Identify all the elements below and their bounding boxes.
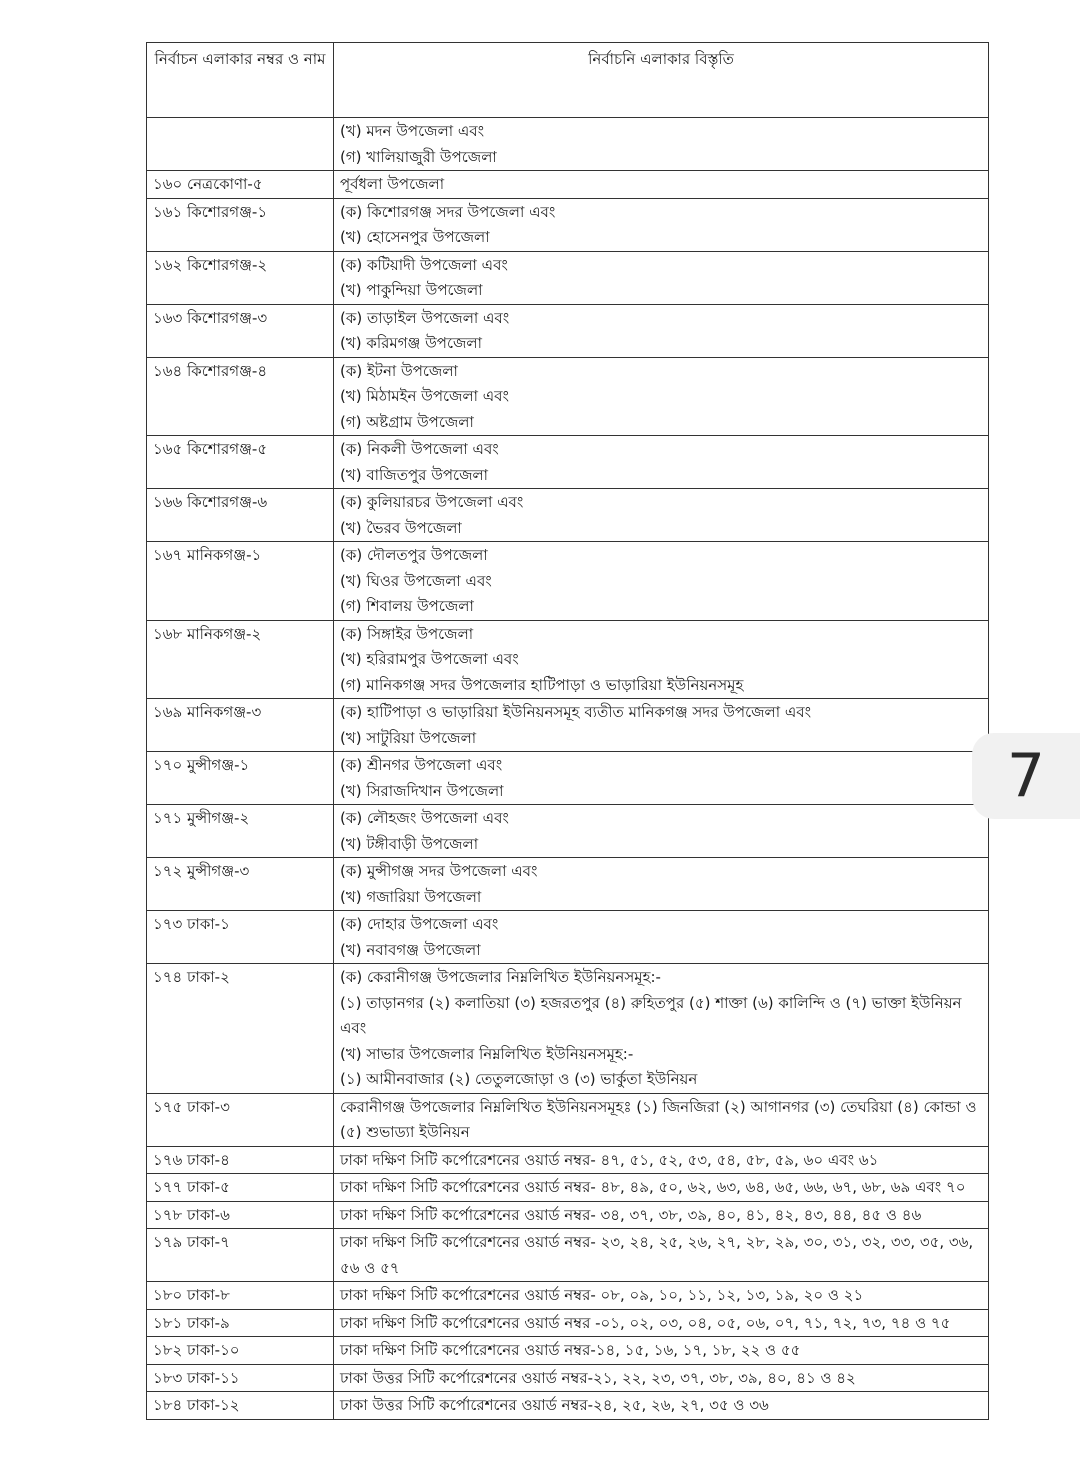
constituency-name: ১৬৮ মানিকগঞ্জ-২ <box>147 620 334 699</box>
extent-line: (ক) দোহার উপজেলা এবং <box>340 915 499 933</box>
constituency-table <box>146 42 989 1420</box>
constituency-extent <box>334 620 989 699</box>
table-row <box>147 858 989 911</box>
table-row <box>147 1229 989 1282</box>
extent-line: (খ) সিরাজদিখান উপজেলা <box>340 781 504 800</box>
table-row <box>147 542 989 621</box>
constituency-name: ১৮০ ঢাকা-৮ <box>147 1282 334 1310</box>
table-body <box>147 118 989 1420</box>
constituency-extent <box>334 1309 989 1337</box>
constituency-name: ১৭০ মুন্সীগঞ্জ-১ <box>147 752 334 805</box>
extent-line: (ক) দৌলতপুর উপজেলা <box>340 546 488 564</box>
extent-line: (ক) কেরানীগঞ্জ উপজেলার নিম্নলিখিত ইউনিয়নসমূহ:- <box>340 968 661 986</box>
extent-line: (ক) ইটনা উপজেলা <box>340 361 458 380</box>
constituency-name: ১৭৪ ঢাকা-২ <box>147 964 334 1094</box>
table-row <box>147 752 989 805</box>
extent-line: ঢাকা উত্তর সিটি কর্পোরেশনের ওয়ার্ড নম্বর-২৪, ২৫, ২৬, ২৭, ৩৫ ও ৩৬ <box>340 1396 769 1414</box>
constituency-name: ১৬২ কিশোরগঞ্জ-২ <box>147 251 334 304</box>
table-row <box>147 1146 989 1174</box>
extent-line: (১) তাড়ানগর (২) কলাতিয়া (৩) হজরতপুর (৪) রুহিতপুর (৫) শাক্তা (৬) কালিন্দি ও (৭) ভাক্তা ইউনিয়ন এবং <box>340 993 962 1037</box>
constituency-name: ১৮১ ঢাকা-৯ <box>147 1309 334 1337</box>
extent-line: (ক) কিশোরগঞ্জ সদর উপজেলা এবং <box>340 202 556 221</box>
table-row <box>147 198 989 251</box>
constituency-extent <box>334 1174 989 1202</box>
constituency-name: ১৬৪ কিশোরগঞ্জ-৪ <box>147 357 334 436</box>
table-row <box>147 1282 989 1310</box>
constituency-extent <box>334 1146 989 1174</box>
constituency-extent <box>334 1093 989 1146</box>
extent-line: (গ) শিবালয় উপজেলা <box>340 597 474 615</box>
constituency-name: ১৭৩ ঢাকা-১ <box>147 911 334 964</box>
extent-line: (খ) গজারিয়া উপজেলা <box>340 887 482 906</box>
constituency-extent <box>334 436 989 489</box>
page-number: 7 <box>1006 741 1046 811</box>
table-header-row <box>147 43 989 118</box>
constituency-name: ১৬৯ মানিকগঞ্জ-৩ <box>147 699 334 752</box>
table-row <box>147 118 989 171</box>
table-row <box>147 805 989 858</box>
constituency-extent <box>334 251 989 304</box>
table-row <box>147 964 989 1094</box>
constituency-extent <box>334 752 989 805</box>
constituency-extent <box>334 118 989 171</box>
extent-line: (ক) হাটিপাড়া ও ভাড়ারিয়া ইউনিয়নসমূহ ব্যতীত মানিকগঞ্জ সদর উপজেলা এবং <box>340 703 812 721</box>
constituency-name: ১৬৭ মানিকগঞ্জ-১ <box>147 542 334 621</box>
constituency-name: ১৬৬ কিশোরগঞ্জ-৬ <box>147 489 334 542</box>
table-row <box>147 1364 989 1392</box>
table-row <box>147 1337 989 1365</box>
constituency-extent <box>334 1337 989 1365</box>
table-row <box>147 1201 989 1229</box>
table-row <box>147 171 989 199</box>
extent-line: ঢাকা উত্তর সিটি কর্পোরেশনের ওয়ার্ড নম্বর-২১, ২২, ২৩, ৩৭, ৩৮, ৩৯, ৪০, ৪১ ও ৪২ <box>340 1368 856 1387</box>
table-row <box>147 436 989 489</box>
extent-line: (গ) খালিয়াজুরী উপজেলা <box>340 147 497 166</box>
extent-line: (ক) সিঙ্গাইর উপজেলা <box>340 624 474 643</box>
constituency-extent <box>334 304 989 357</box>
header-constituency-extent: নির্বাচনি এলাকার বিস্তৃতি <box>334 43 989 118</box>
constituency-extent <box>334 964 989 1094</box>
table-row <box>147 1174 989 1202</box>
constituency-name: ১৮২ ঢাকা-১০ <box>147 1337 334 1365</box>
table-row <box>147 304 989 357</box>
constituency-name: ১৭৭ ঢাকা-৫ <box>147 1174 334 1202</box>
constituency-extent <box>334 699 989 752</box>
constituency-name: ১৬৫ কিশোরগঞ্জ-৫ <box>147 436 334 489</box>
extent-line: (ক) কটিয়াদী উপজেলা এবং <box>340 255 508 274</box>
extent-line: (খ) মিঠামইন উপজেলা এবং <box>340 387 509 405</box>
table-row <box>147 489 989 542</box>
table-row <box>147 911 989 964</box>
extent-line: (খ) ঘিওর উপজেলা এবং <box>340 571 492 590</box>
extent-line: ঢাকা দক্ষিণ সিটি কর্পোরেশনের ওয়ার্ড নম্বর-১৪, ১৫, ১৬, ১৭, ১৮, ২২ ও ৫৫ <box>340 1341 801 1359</box>
extent-line: (ক) তাড়াইল উপজেলা এবং <box>340 308 510 327</box>
extent-line: (খ) ভৈরব উপজেলা <box>340 518 462 537</box>
constituency-extent <box>334 1229 989 1282</box>
constituency-name: ১৭৬ ঢাকা-৪ <box>147 1146 334 1174</box>
constituency-extent <box>334 542 989 621</box>
extent-line: (ক) মুন্সীগঞ্জ সদর উপজেলা এবং <box>340 862 538 880</box>
extent-line: কেরানীগঞ্জ উপজেলার নিম্নলিখিত ইউনিয়নসমূহঃ (১) জিনজিরা (২) আগানগর (৩) তেঘরিয়া (৪) কোন্ডা ও (৫) শুভাড্যা ইউনিয়ন <box>340 1097 977 1141</box>
page-number-badge <box>972 733 1080 819</box>
constituency-extent <box>334 805 989 858</box>
extent-line: (খ) পাকুন্দিয়া উপজেলা <box>340 281 483 299</box>
extent-line: (ক) কুলিয়ারচর উপজেলা এবং <box>340 493 524 511</box>
constituency-extent <box>334 198 989 251</box>
constituency-name: ১৭১ মুন্সীগঞ্জ-২ <box>147 805 334 858</box>
constituency-extent <box>334 1201 989 1229</box>
extent-line: (খ) মদন উপজেলা এবং <box>340 122 485 140</box>
extent-line: (১) আমীনবাজার (২) তেতুলজোড়া ও (৩) ভার্কুতা ইউনিয়ন <box>340 1070 698 1088</box>
constituency-name: ১৭২ মুন্সীগঞ্জ-৩ <box>147 858 334 911</box>
extent-line: (ক) শ্রীনগর উপজেলা এবং <box>340 756 503 774</box>
table-row <box>147 1392 989 1420</box>
table-row <box>147 1309 989 1337</box>
extent-line: (খ) নবাবগঞ্জ উপজেলা <box>340 940 481 959</box>
constituency-name: ১৭৫ ঢাকা-৩ <box>147 1093 334 1146</box>
header-constituency-name: নির্বাচন এলাকার নম্বর ও নাম <box>147 43 334 118</box>
extent-line: (গ) অষ্টগ্রাম উপজেলা <box>340 412 474 431</box>
extent-line: (খ) বাজিতপুর উপজেলা <box>340 465 489 484</box>
constituency-name <box>147 118 334 171</box>
extent-line: ঢাকা দক্ষিণ সিটি কর্পোরেশনের ওয়ার্ড নম্বর- ২৩, ২৪, ২৫, ২৬, ২৭, ২৮, ২৯, ৩০, ৩১, ৩২, ৩৩, ৩৫, ৩৬, ৫৬ ও ৫৭ <box>340 1233 974 1277</box>
extent-line: (খ) সাভার উপজেলার নিম্নলিখিত ইউনিয়নসমূহ:- <box>340 1044 634 1063</box>
constituency-extent <box>334 1364 989 1392</box>
extent-line: পূর্বধলা উপজেলা <box>340 175 445 193</box>
extent-line: (খ) হোসেনপুর উপজেলা <box>340 228 490 246</box>
table-row <box>147 620 989 699</box>
extent-line: (গ) মানিকগঞ্জ সদর উপজেলার হাটিপাড়া ও ভাড়ারিয়া ইউনিয়নসমূহ <box>340 675 744 694</box>
constituency-extent <box>334 357 989 436</box>
constituency-extent <box>334 858 989 911</box>
table-row <box>147 251 989 304</box>
extent-line: ঢাকা দক্ষিণ সিটি কর্পোরেশনের ওয়ার্ড নম্বর- ০৮, ০৯, ১০, ১১, ১২, ১৩, ১৯, ২০ ও ২১ <box>340 1286 864 1304</box>
constituency-name: ১৮৩ ঢাকা-১১ <box>147 1364 334 1392</box>
constituency-extent <box>334 171 989 199</box>
constituency-name: ১৬০ নেত্রকোণা-৫ <box>147 171 334 199</box>
constituency-extent <box>334 489 989 542</box>
table-row <box>147 357 989 436</box>
constituency-name: ১৬৩ কিশোরগঞ্জ-৩ <box>147 304 334 357</box>
extent-line: ঢাকা দক্ষিণ সিটি কর্পোরেশনের ওয়ার্ড নম্বর- ৪৮, ৪৯, ৫০, ৬২, ৬৩, ৬৪, ৬৫, ৬৬, ৬৭, ৬৮, ৬৯ এবং ৭০ <box>340 1178 966 1196</box>
constituency-extent <box>334 911 989 964</box>
constituency-extent <box>334 1392 989 1420</box>
table-row <box>147 1093 989 1146</box>
table-row <box>147 699 989 752</box>
extent-line: (খ) করিমগঞ্জ উপজেলা <box>340 334 482 352</box>
extent-line: (ক) লৌহজং উপজেলা এবং <box>340 809 509 827</box>
extent-line: ঢাকা দক্ষিণ সিটি কর্পোরেশনের ওয়ার্ড নম্বর -০১, ০২, ০৩, ০৪, ০৫, ০৬, ০৭, ৭১, ৭২, ৭৩, ৭৪ ও ৭৫ <box>340 1313 951 1332</box>
extent-line: (ক) নিকলী উপজেলা এবং <box>340 440 499 458</box>
extent-line: (খ) টঙ্গীবাড়ী উপজেলা <box>340 834 479 853</box>
extent-line: (খ) সাটুরিয়া উপজেলা <box>340 728 477 747</box>
constituency-extent <box>334 1282 989 1310</box>
constituency-name: ১৬১ কিশোরগঞ্জ-১ <box>147 198 334 251</box>
constituency-name: ১৭৮ ঢাকা-৬ <box>147 1201 334 1229</box>
extent-line: ঢাকা দক্ষিণ সিটি কর্পোরেশনের ওয়ার্ড নম্বর- ৩৪, ৩৭, ৩৮, ৩৯, ৪০, ৪১, ৪২, ৪৩, ৪৪, ৪৫ ও ৪৬ <box>340 1205 922 1224</box>
extent-line: (খ) হরিরামপুর উপজেলা এবং <box>340 650 519 668</box>
constituency-name: ১৭৯ ঢাকা-৭ <box>147 1229 334 1282</box>
constituency-name: ১৮৪ ঢাকা-১২ <box>147 1392 334 1420</box>
extent-line: ঢাকা দক্ষিণ সিটি কর্পোরেশনের ওয়ার্ড নম্বর- ৪৭, ৫১, ৫২, ৫৩, ৫৪, ৫৮, ৫৯, ৬০ এবং ৬১ <box>340 1150 879 1169</box>
